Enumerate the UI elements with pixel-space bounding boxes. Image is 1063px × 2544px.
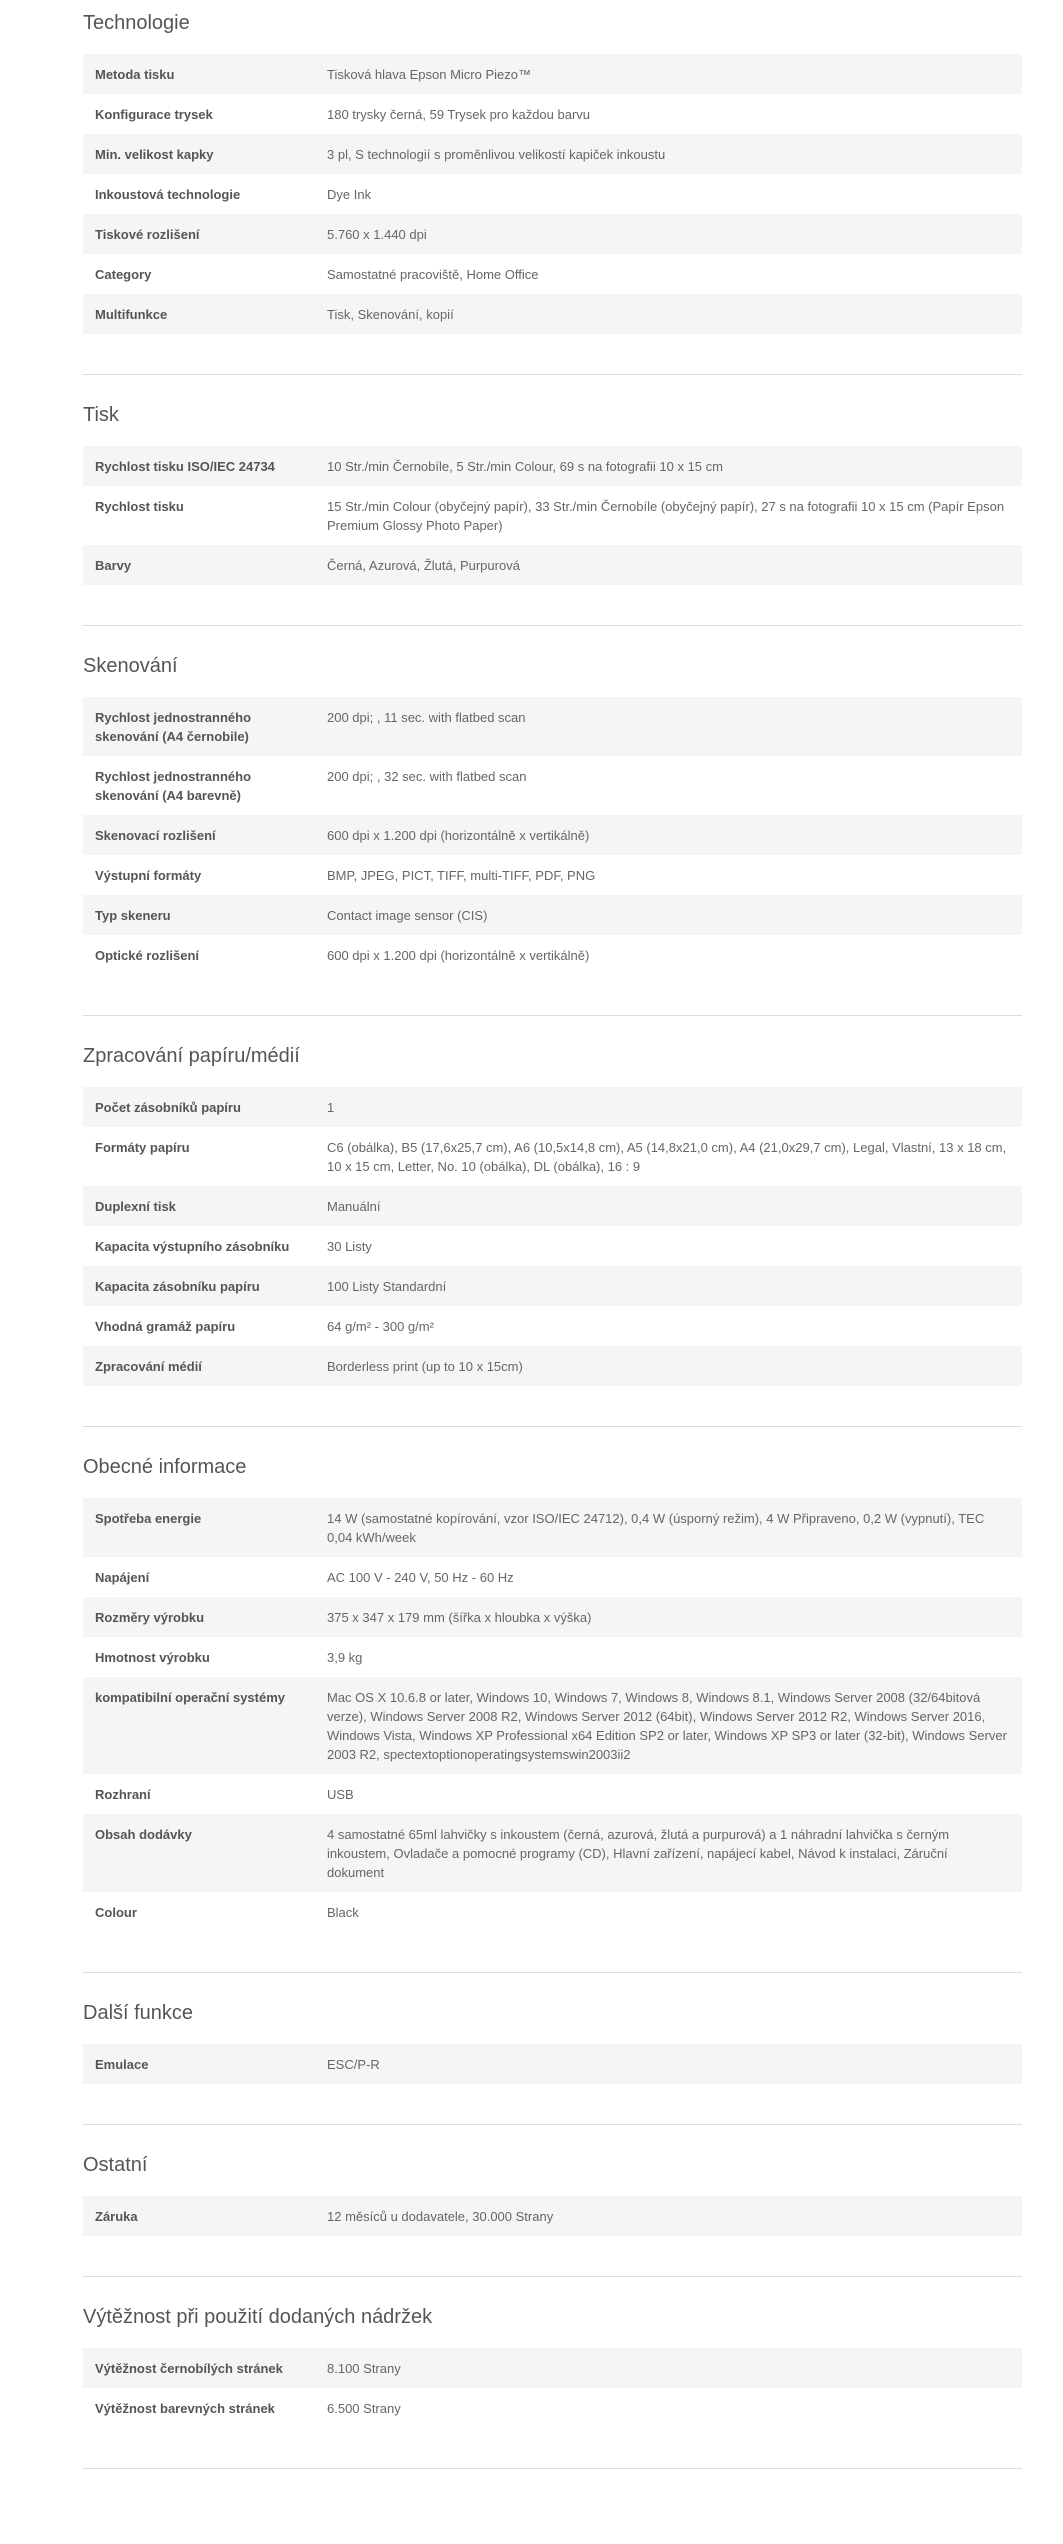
section-title: Ostatní [83,2154,148,2176]
spec-value: 30 Listy [327,1239,372,1254]
spec-row [83,1774,1022,1814]
spec-value: Mac OS X 10.6.8 or later, Windows 10, Windows 7, Windows 8, Windows 8.1, Windows Server 2008 (32/64bitová verze), Windows Server 2008 R2, Windows Server 2012 (64bit), Windows Server 2012 R2, Windows Server 2016, Windows Vista, Windows XP Professional x64 Edition SP2 or later, Windows XP SP3 or later (32-bit), Windows Server 2003 R2, spectextoptionoperatingsystemswin2003ii2 [327,1690,1007,1762]
spec-value: Tisk, Skenování, kopií [327,307,454,322]
spec-label: Metoda tisku [95,67,175,82]
spec-label: Inkoustová technologie [95,187,241,202]
spec-row [83,1892,1022,1932]
spec-row [83,1637,1022,1677]
spec-row [83,254,1022,294]
spec-value: 600 dpi x 1.200 dpi (horizontálně x vertikálně) [327,948,590,963]
spec-label: Výstupní formáty [95,868,202,883]
section-zpracovani-papiru-medii [83,1016,1022,1386]
spec-value: Borderless print (up to 10 x 15cm) [327,1359,523,1374]
spec-value: 6.500 Strany [327,2401,401,2416]
spec-row [83,2348,1022,2388]
spec-row [83,697,1022,756]
section-title: Výtěžnost při použití dodaných nádržek [83,2306,433,2328]
spec-value: 200 dpi; , 32 sec. with flatbed scan [327,769,527,784]
spec-document [83,0,1022,2469]
spec-label: Formáty papíru [95,1140,190,1155]
spec-table [83,2044,1022,2084]
spec-table [83,1087,1022,1386]
spec-value: Samostatné pracoviště, Home Office [327,267,539,282]
spec-label: Optické rozlišení [95,948,200,963]
spec-row [83,1677,1022,1774]
spec-value: Manuální [327,1199,381,1214]
spec-label: Rozměry výrobku [95,1610,205,1625]
section-title: Obecné informace [83,1456,247,1478]
spec-row [83,1266,1022,1306]
spec-value: C6 (obálka), B5 (17,6x25,7 cm), A6 (10,5x14,8 cm), A5 (14,8x21,0 cm), A4 (21,0x29,7 cm), Legal, Vlastní, 13 x 18 cm, 10 x 15 cm, Letter, No. 10 (obálka), DL (obálka), 16 : 9 [327,1140,1007,1174]
spec-value: 375 x 347 x 179 mm (šířka x hloubka x výška) [327,1610,592,1625]
spec-label: Obsah dodávky [95,1827,192,1842]
spec-value: 8.100 Strany [327,2361,401,2376]
spec-row [83,446,1022,486]
spec-label: Category [95,267,152,282]
spec-label: Rychlost jednostranného skenování (A4 černobile) [95,710,252,744]
spec-row [83,1306,1022,1346]
spec-row [83,486,1022,545]
spec-table [83,2196,1022,2236]
spec-value: 4 samostatné 65ml lahvičky s inkoustem (černá, azurová, žlutá a purpurová) a 1 náhradní lahvička s černým inkoustem, Ovladače a pomocné programy (CD), Hlavní zařízení, napájecí kabel, Návod k instalaci, Záruční dokument [327,1827,950,1880]
spec-label: Multifunkce [95,307,168,322]
section-title: Další funkce [83,2002,194,2024]
spec-label: Rychlost tisku ISO/IEC 24734 [95,459,275,474]
spec-value: 100 Listy Standardní [327,1279,447,1294]
spec-row [83,134,1022,174]
section-technologie [83,0,1022,334]
spec-value: 15 Str./min Colour (obyčejný papír), 33 Str./min Černobíle (obyčejný papír), 27 s na fotografii 10 x 15 cm (Papír Epson Premium Glossy Photo Paper) [327,499,1005,533]
section-divider [83,2468,1022,2469]
spec-value: 12 měsíců u dodavatele, 30.000 Strany [327,2209,554,2224]
spec-table [83,446,1022,585]
spec-row [83,2044,1022,2084]
spec-value: AC 100 V - 240 V, 50 Hz - 60 Hz [327,1570,514,1585]
spec-row [83,54,1022,94]
spec-row [83,815,1022,855]
spec-label: Rychlost jednostranného skenování (A4 barevně) [95,769,252,803]
section-skenovani [83,626,1022,975]
spec-label: Hmotnost výrobku [95,1650,210,1665]
spec-label: Vhodná gramáž papíru [95,1319,236,1334]
spec-value: 1 [327,1100,335,1115]
spec-label: kompatibilní operační systémy [95,1690,286,1705]
spec-value: USB [327,1787,354,1802]
spec-label: Tiskové rozlišení [95,227,200,242]
section-obecne-informace [83,1427,1022,1932]
spec-label: Min. velikost kapky [95,147,214,162]
spec-label: Napájení [95,1570,150,1585]
spec-value: 600 dpi x 1.200 dpi (horizontálně x vertikálně) [327,828,590,843]
spec-label: Spotřeba energie [95,1511,202,1526]
spec-value: 180 trysky černá, 59 Trysek pro každou barvu [327,107,591,122]
spec-row [83,94,1022,134]
spec-value: 10 Str./min Černobíle, 5 Str./min Colour, 69 s na fotografii 10 x 15 cm [327,459,723,474]
spec-row [83,2196,1022,2236]
spec-row [83,935,1022,975]
spec-label: Kapacita zásobníku papíru [95,1279,260,1294]
spec-row [83,1498,1022,1557]
spec-value: Černá, Azurová, Žlutá, Purpurová [327,558,520,573]
spec-row [83,1346,1022,1386]
spec-label: Výtěžnost barevných stránek [95,2401,275,2416]
spec-value: Dye Ink [327,187,372,202]
spec-row [83,1226,1022,1266]
spec-value: 3,9 kg [327,1650,363,1665]
spec-table [83,2348,1022,2428]
spec-row [83,1127,1022,1186]
section-ostatni [83,2125,1022,2236]
spec-label: Záruka [95,2209,138,2224]
spec-label: Kapacita výstupního zásobníku [95,1239,290,1254]
section-title: Zpracování papíru/médií [83,1045,300,1067]
section-title: Skenování [83,655,178,677]
spec-label: Emulace [95,2057,149,2072]
spec-label: Zpracování médií [95,1359,202,1374]
spec-value: 5.760 x 1.440 dpi [327,227,427,242]
section-dalsi-funkce [83,1973,1022,2084]
spec-row [83,756,1022,815]
spec-row [83,1814,1022,1892]
spec-row [83,1597,1022,1637]
spec-row [83,1557,1022,1597]
spec-value: 200 dpi; , 11 sec. with flatbed scan [327,710,526,725]
section-vyteznost-pri-pouziti-dodanych-nadrzek [83,2277,1022,2428]
spec-row [83,1186,1022,1226]
spec-table [83,1498,1022,1932]
section-title: Technologie [83,12,190,34]
spec-label: Barvy [95,558,132,573]
spec-row [83,174,1022,214]
spec-label: Rychlost tisku [95,499,184,514]
spec-table [83,54,1022,334]
spec-value: Tisková hlava Epson Micro Piezo™ [327,67,531,82]
spec-label: Konfigurace trysek [95,107,213,122]
spec-value: 64 g/m² - 300 g/m² [327,1319,434,1334]
spec-row [83,1087,1022,1127]
spec-row [83,294,1022,334]
spec-label: Typ skeneru [95,908,171,923]
spec-value: BMP, JPEG, PICT, TIFF, multi-TIFF, PDF, PNG [327,868,596,883]
spec-row [83,855,1022,895]
spec-value: Black [327,1905,359,1920]
spec-label: Rozhraní [95,1787,151,1802]
spec-value: 14 W (samostatné kopírování, vzor ISO/IEC 24712), 0,4 W (úsporný režim), 4 W Připraveno, 0,2 W (vypnutí), TEC 0,04 kWh/week [327,1511,985,1545]
spec-label: Skenovací rozlišení [95,828,216,843]
spec-label: Colour [95,1905,137,1920]
spec-label: Výtěžnost černobílých stránek [95,2361,283,2376]
spec-value: 3 pl, S technologií s proměnlivou velikostí kapiček inkoustu [327,147,666,162]
section-title: Tisk [83,404,119,426]
spec-row [83,895,1022,935]
section-tisk [83,375,1022,585]
spec-value: Contact image sensor (CIS) [327,908,488,923]
spec-table [83,697,1022,975]
spec-row [83,545,1022,585]
spec-row [83,2388,1022,2428]
spec-label: Duplexní tisk [95,1199,176,1214]
spec-value: ESC/P-R [327,2057,380,2072]
spec-label: Počet zásobníků papíru [95,1100,241,1115]
spec-row [83,214,1022,254]
